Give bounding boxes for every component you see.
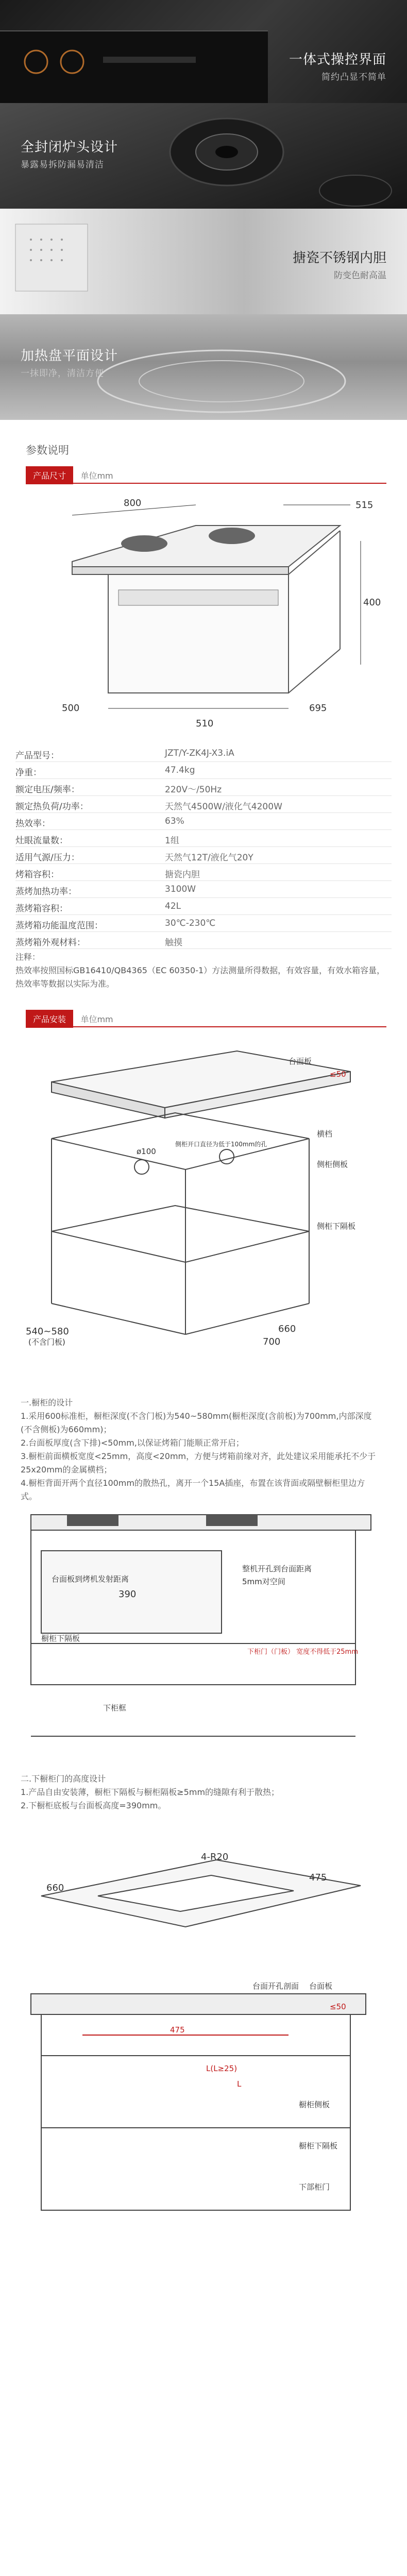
spec-row [15,897,392,915]
spec-table [0,744,407,951]
dim-depth-515: 515 [355,500,374,511]
dim-660-top: 660 [46,1883,64,1893]
dim-500: 500 [62,703,80,714]
install-diagram-3 [21,1839,392,2231]
spec-value: 触摸 [165,938,182,948]
hero-3-subtitle: 防变色耐高温 [334,270,386,281]
lbl-l: L [237,2079,242,2089]
spec-value: 搪瓷内胆 [165,870,200,880]
lbl-cabinet-side: 侧柜侧板 [317,1160,348,1169]
lbl-board-to-oven: 台面板到烤机发射距离 [52,1574,129,1584]
spec-value: 47.4kg [165,765,195,775]
lbl-l-ge25: L(L≥25) [206,2064,238,2073]
spec-row [15,795,392,813]
dim-390: 390 [118,1589,137,1600]
notes-b [21,1772,381,1812]
spec-row [15,863,392,881]
hero-panel-cavity [0,209,407,314]
product-size-diagram [41,495,381,737]
hero-2-title: 全封闭炉头设计 [21,140,118,155]
lbl-cutout-to-board: 整机开孔到台面距离 [242,1564,312,1573]
install-divider [26,1026,386,1027]
notes-a-line: 1.采用600标准柜，橱柜深度(不含门板)为540~580mm(橱柜深度(含前板)为700mm,内部深度(不含侧板)为660mm)； [21,1411,372,1434]
dim-510: 510 [196,718,214,729]
hero-panel-heating [0,314,407,420]
notes-a-line: 4.橱柜背面开两个直径100mm的散热孔，离开一个15A插座，布置在该背面或隔壁橱柜里边方式。 [21,1478,365,1501]
lbl-lower-shelf: 橱柜下隔板 [41,1634,80,1643]
lbl-cabinet-side-2: 橱柜侧板 [299,2100,330,2109]
lbl-lower-door: 下部柜门 [299,2182,330,2192]
spec-value: 220V～/50Hz [165,785,222,795]
spec-row [15,846,392,864]
lbl-d100: ø100 [137,1147,156,1156]
hero-4-subtitle: 一抹即净，清洁方便 [21,368,104,379]
hero-1-subtitle: 简约凸显不简单 [321,72,386,82]
notes-b-line: 2.下橱柜底板与台面板高度=390mm。 [21,1801,166,1810]
spec-value: 天然气12T/液化气20Y [165,853,253,863]
lbl-le50-2: ≤50 [330,2002,346,2011]
notes-a-line: 3.橱柜前面横板宽度<25mm，高度<20mm，方便与烤箱前缘对齐，此处建议采用能承托不少于25x20mm的金属横档； [21,1451,376,1475]
dim-700: 700 [263,1336,281,1347]
hero-1-title: 一体式操控界面 [289,52,386,67]
lbl-countertop-2: 台面板 [309,1981,333,1991]
dim-width-800: 800 [124,498,142,509]
notes-a-line: 2.台面板厚度(含下排)<50mm,以保证烤箱门能顺正常开启； [21,1438,244,1448]
dim-660: 660 [278,1324,296,1334]
lbl-countertop: 台面板 [289,1057,312,1066]
hero-4-title: 加热盘平面设计 [21,348,118,364]
spec-row [15,744,392,762]
dim-475-top: 475 [309,1872,327,1883]
spec-value: 天然气4500W/液化气4200W [165,802,282,812]
hero-panel-burner [0,103,407,209]
spec-value: 63% [165,816,184,826]
lbl-rail: 横档 [317,1129,333,1139]
dim-695: 695 [309,703,327,714]
spec-value: 42L [165,901,181,911]
notes-b-line: 1.产品自由安装薄，橱柜下隔板与橱柜隔板≥5mm的缝隙有利于散热； [21,1787,280,1797]
hero-2-subtitle: 暴露易拆防漏易清洁 [21,160,104,170]
spec-key: 灶眼流量数： [15,836,68,846]
spec-key: 烤箱容积： [15,870,59,880]
spec-key: 热效率： [15,819,50,829]
install-header [26,1010,386,1028]
spec-value: 30℃-230℃ [165,918,216,928]
hero-3-title: 搪瓷不锈钢内胆 [292,250,386,266]
spec-row [15,812,392,830]
spec-row [15,880,392,898]
dim-540-580: 540~580 [26,1326,69,1337]
spec-value: JZT/Y-ZK4J-X3.iA [165,748,234,758]
dim-height-400: 400 [363,597,381,608]
product-size-tag: 产品尺寸 [26,466,73,484]
dim-475-section: 475 [170,2025,185,2035]
spec-key: 蒸烤箱容积： [15,904,68,914]
notes-a [21,1396,381,1503]
spec-key: 产品型号： [15,751,59,761]
install-diagram-1 [21,1036,392,1365]
burner-illustration [0,103,407,209]
spec-key: 适用气源/压力： [15,853,80,863]
hero-panel-control [0,0,407,103]
section-title-params: 参数说明 [26,444,69,456]
product-size-unit: 单位mm [80,471,113,481]
spec-note [15,951,392,991]
dim-4-r20: 4-R20 [201,1852,229,1862]
spec-value: 3100W [165,884,196,894]
lbl-cabinet-shelf: 侧柜下隔板 [317,1222,356,1231]
spec-key: 额定电压/频率： [15,785,80,795]
spec-row [15,829,392,847]
spec-key: 额定热负荷/功率： [15,802,89,812]
spec-key: 净重： [15,768,42,778]
spec-key: 蒸烤加热功率： [15,887,77,897]
spec-row [15,931,392,949]
spec-row [15,778,392,796]
lbl-lower-frame: 下柜框 [103,1703,127,1713]
lbl-door-width: 下柜门（门板） 宽度不得低于25mm [247,1648,359,1656]
spec-note-head: 注释： [15,952,41,962]
lbl-le50: ≤50 [330,1070,346,1079]
product-size-header [26,466,386,484]
notes-a-head: 一.橱柜的设计 [21,1398,73,1408]
spec-key: 蒸烤箱功能温度范围： [15,921,103,931]
product-size-divider [26,483,386,484]
install-tag: 产品安装 [26,1010,73,1028]
notes-b-head: 二.下橱柜门的高度设计 [21,1774,106,1784]
spec-row [15,914,392,932]
install-unit: 单位mm [80,1014,113,1024]
spec-note-body: 热效率按照国标GB16410/QB4365（EC 60350-1）方法测量所得数据，有效容量，有效水箱容量，热效率等数据以实际为准。 [15,965,385,989]
lbl-cabinet-shelf-2: 橱柜下隔板 [299,2141,338,2150]
install-diagram-2 [21,1494,392,1762]
spec-row [15,761,392,779]
spec-value: 1组 [165,836,179,846]
lbl-no-door: (不含门板) [28,1337,65,1347]
lbl-5mm-gap: 5mm对空间 [242,1577,285,1586]
lbl-cutout-section: 台面开孔剖面 [252,1981,299,1991]
lbl-vent-hole: 侧柜开口直径为低于100mm的孔 [175,1141,267,1148]
spec-key: 蒸烤箱外观材料： [15,938,86,948]
